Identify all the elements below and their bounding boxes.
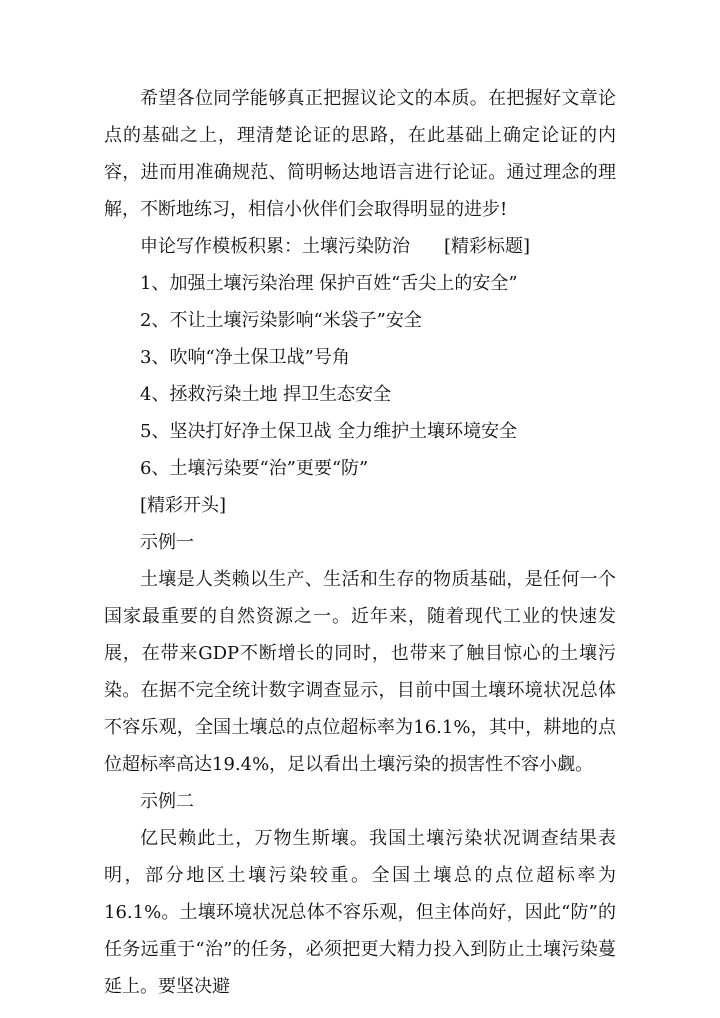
title-item-2: 2、不让土壤污染影响“米袋子”安全: [140, 310, 422, 331]
example1-paragraph: 土壤是人类赖以生产、生活和生存的物质基础，是任何一个国家最重要的自然资源之一。近年来，随着现代工业的快速发展，在带来GDP不断增长的同时，也带来了触目惊心的土壤污染。在据不完全统计数字调查显示，目前中国土壤环境状况总体不容乐观，全国土壤总的点位超标率为16.1%，其中，耕地的点位超标率高达19.4%，足以看出土壤污染的损害性不容小觑。: [104, 569, 616, 775]
opening-section-label: [精彩开头]: [140, 495, 227, 516]
title-item-4: 4、拯救污染土地 捍卫生态安全: [140, 384, 392, 405]
title-item-6: 6、土壤污染要“治”更要“防”: [140, 458, 369, 479]
section-heading-note: [精彩标题]: [444, 236, 531, 257]
example1-label: 示例一: [140, 532, 194, 553]
title-item-3: 3、吹响“净土保卫战”号角: [140, 347, 350, 368]
title-item-5: 5、坚决打好净土保卫战 全力维护土壤环境安全: [140, 421, 518, 442]
example2-label: 示例二: [140, 791, 194, 812]
example2-paragraph: 亿民赖此土，万物生斯壤。我国土壤污染状况调查结果表明，部分地区土壤污染较重。全国土壤总的点位超标率为16.1%。土壤环境状况总体不容乐观，但主体尚好，因此“防”的任务远重于“治”的任务，必须把更大精力投入到防止土壤污染蔓延上。要坚决避: [104, 828, 616, 997]
title-item-1: 1、加强土壤污染治理 保护百姓“舌尖上的安全”: [140, 273, 518, 294]
intro-paragraph: 希望各位同学能够真正把握议论文的本质。在把握好文章论点的基础之上，理清楚论证的思路，在此基础上确定论证的内容，进而用准确规范、简明畅达地语言进行论证。通过理念的理解，不断地练习，相信小伙伴们会取得明显的进步!: [104, 88, 616, 220]
document-body: [104, 80, 616, 1005]
section-heading: [104, 228, 616, 265]
section-heading-text: 申论写作模板积累：土壤污染防治: [140, 236, 410, 257]
